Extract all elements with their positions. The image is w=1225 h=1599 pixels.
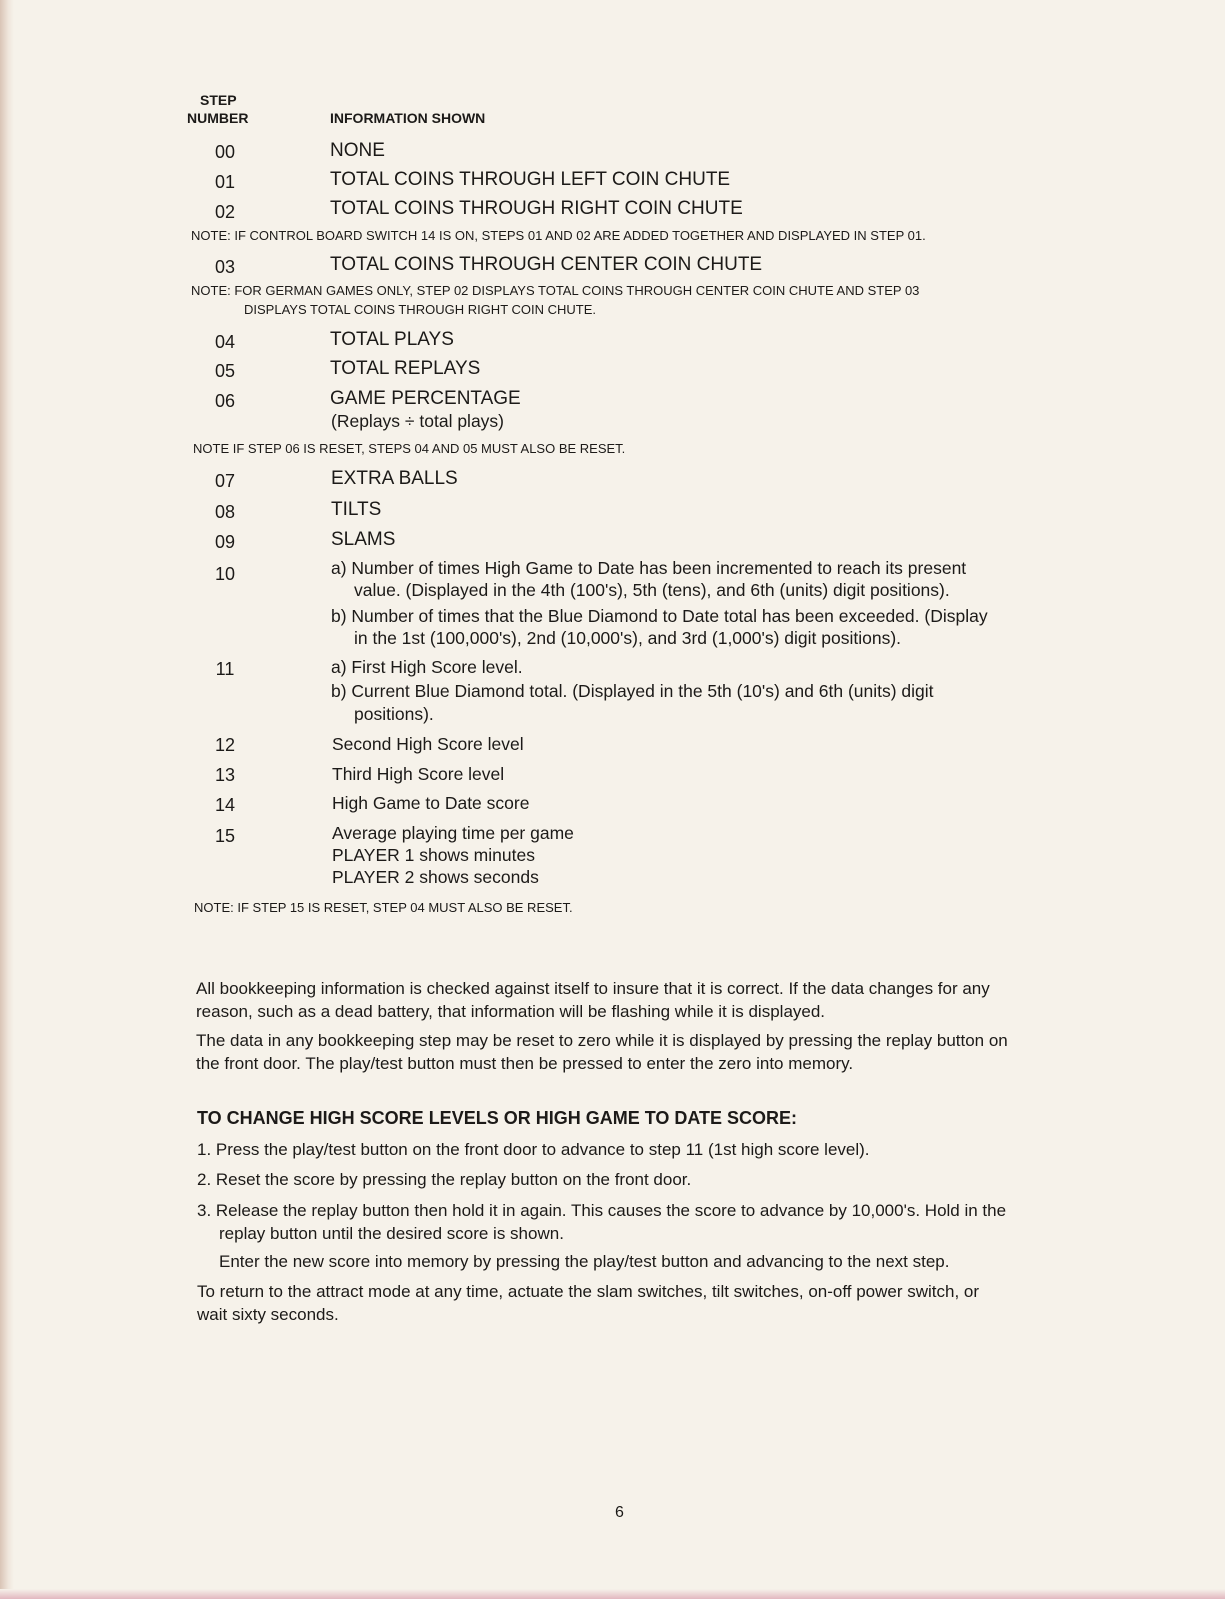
instruction-step-3: 3. Release the replay button then hold it in again. This causes the score to advance by 10,000's. Hold in the: [197, 1201, 1007, 1220]
paragraph-reset-line1: The data in any bookkeeping step may be reset to zero while it is displayed by pressing the replay button on: [196, 1031, 1008, 1050]
step-number: 15: [214, 826, 236, 846]
step-info: Average playing time per game: [332, 823, 574, 843]
step-info-b: b) Number of times that the Blue Diamond to Date total has been exceeded. (Display: [331, 606, 988, 626]
instruction-step-1: 1. Press the play/test button on the front door to advance to step 11 (1st high score level).: [197, 1140, 870, 1159]
paragraph-reset-line2: the front door. The play/test button must then be pressed to enter the zero into memory.: [196, 1054, 854, 1073]
step-info: TOTAL PLAYS: [330, 329, 454, 350]
step-number: 09: [214, 532, 236, 552]
step-info: Third High Score level: [332, 764, 505, 784]
step-number: 06: [214, 391, 236, 411]
step-number: 02: [214, 202, 236, 222]
step-info-b: b) Current Blue Diamond total. (Displayed in the 5th (10's) and 6th (units) digit: [331, 681, 934, 701]
step-info: TILTS: [331, 499, 382, 520]
instruction-step-2: 2. Reset the score by pressing the replay button on the front door.: [197, 1170, 692, 1189]
step-info-a-cont: value. (Displayed in the 4th (100's), 5th (tens), and 6th (units) digit positions).: [354, 580, 950, 600]
note-german-games-cont: DISPLAYS TOTAL COINS THROUGH RIGHT COIN CHUTE.: [244, 302, 597, 317]
paragraph-bookkeeping-line1: All bookkeeping information is checked against itself to insure that it is correct. If the data changes for any: [196, 979, 990, 998]
step-info: EXTRA BALLS: [331, 468, 458, 489]
step-number: 07: [214, 471, 236, 491]
step-info-detail: (Replays ÷ total plays): [331, 411, 505, 431]
step-number: 08: [214, 502, 236, 522]
step-info-detail: PLAYER 2 shows seconds: [332, 867, 539, 887]
step-header-line2: NUMBER: [187, 110, 249, 126]
step-info-a: a) Number of times High Game to Date has been incremented to reach its present: [331, 558, 967, 578]
step-number: 14: [214, 795, 236, 815]
step-number: 13: [214, 765, 236, 785]
note-switch-14: NOTE: IF CONTROL BOARD SWITCH 14 IS ON, STEPS 01 AND 02 ARE ADDED TOGETHER AND DISPLAYED IN STEP 01.: [191, 228, 926, 243]
step-info-detail: PLAYER 1 shows minutes: [332, 845, 535, 865]
step-number: 03: [214, 257, 236, 277]
step-info: TOTAL REPLAYS: [330, 358, 481, 379]
step-number: 01: [214, 172, 236, 192]
step-info: GAME PERCENTAGE: [330, 388, 521, 409]
step-header-line1: STEP: [200, 92, 237, 108]
note-step-15: NOTE: IF STEP 15 IS RESET, STEP 04 MUST ALSO BE RESET.: [194, 900, 573, 915]
instruction-step-3-enter: Enter the new score into memory by pressing the play/test button and advancing to the next step.: [219, 1252, 950, 1271]
step-number: 12: [214, 735, 236, 755]
paragraph-attract-mode-line2: wait sixty seconds.: [197, 1305, 339, 1324]
page-binding-edge: [0, 0, 14, 1599]
step-info: TOTAL COINS THROUGH CENTER COIN CHUTE: [330, 254, 763, 275]
step-info: TOTAL COINS THROUGH RIGHT COIN CHUTE: [330, 198, 743, 219]
paragraph-bookkeeping-line2: reason, such as a dead battery, that information will be flashing while it is displayed.: [196, 1002, 826, 1021]
step-info: Second High Score level: [332, 734, 524, 754]
step-number: 10: [214, 564, 236, 584]
note-german-games: NOTE: FOR GERMAN GAMES ONLY, STEP 02 DISPLAYS TOTAL COINS THROUGH CENTER COIN CHUTE AND STEP 03: [191, 283, 920, 298]
step-number: 04: [214, 332, 236, 352]
page-bottom-edge: [0, 1589, 1225, 1599]
step-number: 00: [214, 142, 236, 162]
step-info: High Game to Date score: [332, 793, 530, 813]
instruction-step-3-cont: replay button until the desired score is shown.: [219, 1224, 564, 1243]
step-number: 11: [215, 659, 235, 679]
step-info-b-cont: positions).: [354, 704, 434, 724]
info-header: INFORMATION SHOWN: [330, 110, 486, 126]
paragraph-attract-mode-line1: To return to the attract mode at any time, actuate the slam switches, tilt switches, on-off power switch, or: [197, 1282, 980, 1301]
step-info-a: a) First High Score level.: [331, 657, 523, 677]
step-number: 05: [214, 361, 236, 381]
step-info: SLAMS: [331, 529, 396, 550]
step-info: NONE: [330, 140, 385, 161]
step-info-b-cont: in the 1st (100,000's), 2nd (10,000's), and 3rd (1,000's) digit positions).: [354, 628, 902, 648]
page-number: 6: [615, 1504, 624, 1521]
note-step-06: NOTE IF STEP 06 IS RESET, STEPS 04 AND 05 MUST ALSO BE RESET.: [193, 441, 626, 456]
step-info: TOTAL COINS THROUGH LEFT COIN CHUTE: [330, 169, 731, 190]
section-heading: TO CHANGE HIGH SCORE LEVELS OR HIGH GAME TO DATE SCORE:: [197, 1108, 798, 1128]
